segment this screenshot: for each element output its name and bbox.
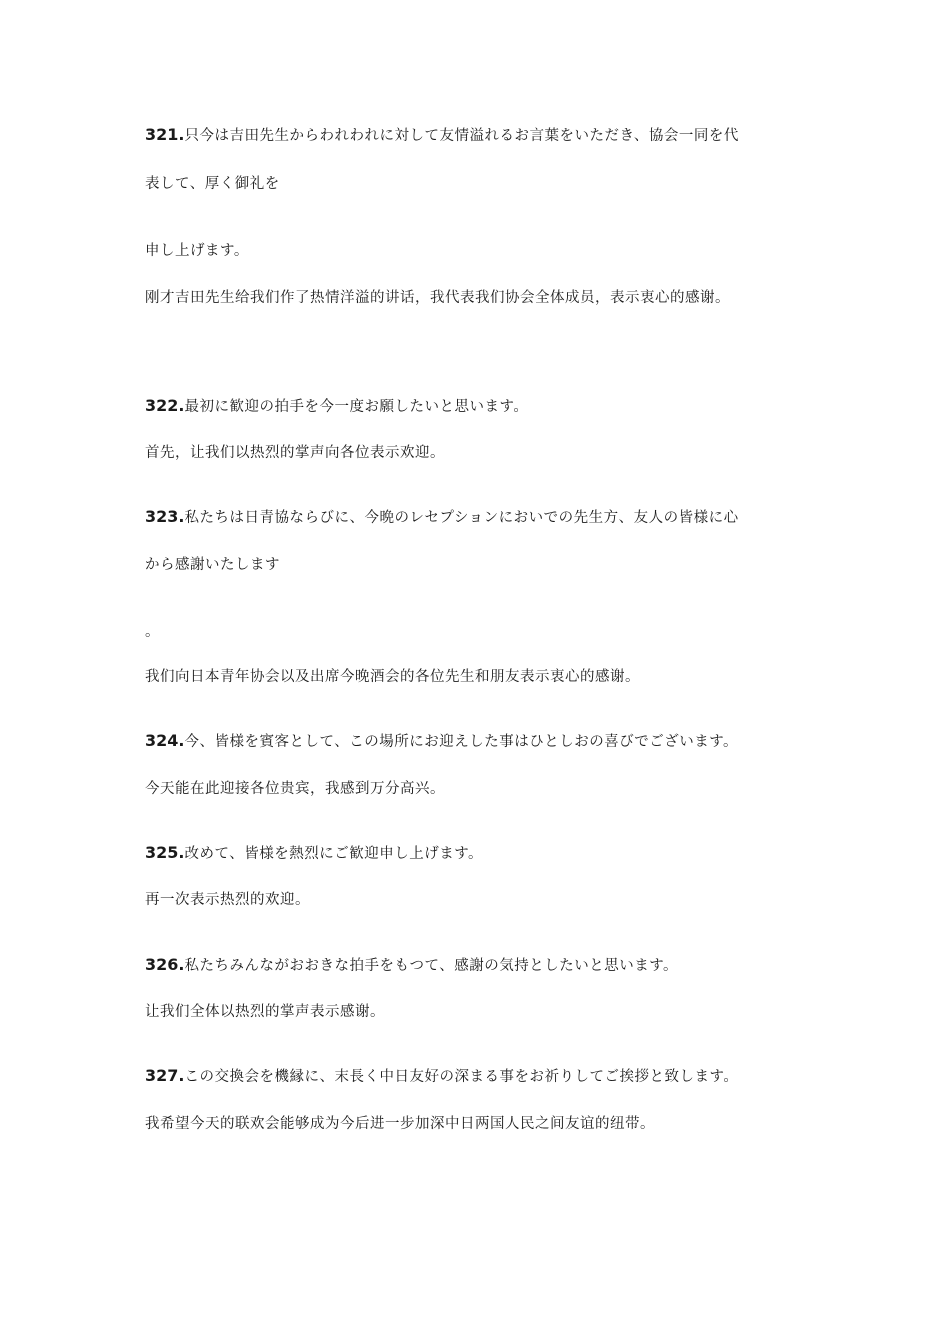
- entry-325-zh: 再一次表示热烈的欢迎。: [145, 892, 310, 908]
- japanese-text: 私たちみんながおおきな拍手をもつて、感謝の気持としたいと思います。: [184, 958, 679, 974]
- entry-number: 326.: [145, 955, 185, 974]
- entry-322-ja-line-1: [145, 396, 825, 417]
- entry-number: 325.: [145, 843, 185, 862]
- entry-323-zh: 我们向日本青年协会以及出席今晚酒会的各位先生和朋友表示衷心的感谢。: [145, 669, 640, 685]
- entry-number: 327.: [145, 1066, 185, 1085]
- entry-324-zh: 今天能在此迎接各位贵宾，我感到万分高兴。: [145, 781, 445, 797]
- entry-325-ja-line-1: [145, 843, 825, 864]
- entry-321-ja-line-2: 表して、厚く御礼を: [145, 176, 280, 192]
- japanese-text: 最初に歓迎の拍手を今一度お願したいと思います。: [184, 399, 529, 415]
- entry-323-ja-line-2: から感謝いたします: [145, 557, 280, 573]
- entry-323-ja-line-1: [145, 507, 825, 528]
- entry-321-ja-line-3: 申し上げます。: [145, 243, 249, 259]
- entry-321-ja-line-1: [145, 125, 825, 146]
- entry-323-ja-line-3: 。: [145, 624, 160, 640]
- entry-326-ja-line-1: [145, 955, 825, 976]
- japanese-text: この交換会を機縁に、末長く中日友好の深まる事をお祈りしてご挨拶と致します。: [184, 1069, 739, 1085]
- entry-number: 323.: [145, 507, 185, 526]
- entry-327-zh: 我希望今天的联欢会能够成为今后进一步加深中日两国人民之间友谊的纽带。: [145, 1116, 655, 1132]
- entry-322-zh: 首先，让我们以热烈的掌声向各位表示欢迎。: [145, 445, 445, 461]
- entry-number: 321.: [145, 125, 185, 144]
- japanese-text: 私たちは日青協ならびに、今晩のレセプションにおいでの先生方、友人の皆様に心: [184, 510, 739, 526]
- entry-326-zh: 让我们全体以热烈的掌声表示感谢。: [145, 1004, 385, 1020]
- entry-number: 324.: [145, 731, 185, 750]
- japanese-text: 今、皆様を賓客として、この場所にお迎えした事はひとしおの喜びでございます。: [184, 734, 739, 750]
- entry-327-ja-line-1: [145, 1066, 825, 1087]
- entry-321-zh: 刚才吉田先生给我们作了热情洋溢的讲话，我代表我们协会全体成员，表示衷心的感谢。: [145, 290, 730, 306]
- japanese-text: 改めて、皆様を熱烈にご歓迎申し上げます。: [184, 846, 484, 862]
- japanese-text: 只今は吉田先生からわれわれに対して友情溢れるお言葉をいただき、協会一同を代: [184, 128, 739, 144]
- entry-324-ja-line-1: [145, 731, 825, 752]
- entry-number: 322.: [145, 396, 185, 415]
